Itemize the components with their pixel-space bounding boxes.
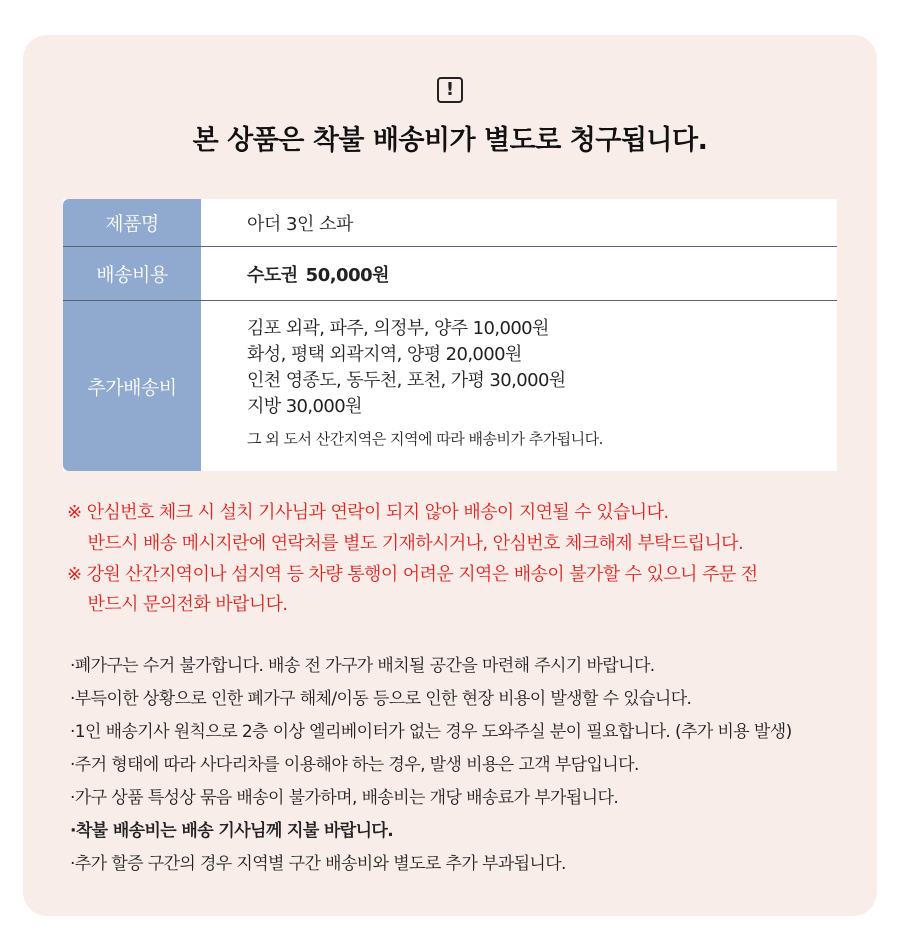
list-item: ·가구 상품 특성상 묶음 배송이 불가하며, 배송비는 개당 배송료가 부가됩니다. [70,788,619,808]
extra-fee-line: 지방 30,000원 [247,396,362,417]
shipping-value [201,247,837,300]
extra-fee-note: 그 외 도서 산간지역은 지역에 따라 배송비가 추가됩니다. [247,430,603,448]
product-label: 제품명 [63,199,201,246]
extra-fee-list [247,316,566,420]
notice-line: 반드시 문의전화 바랍니다. [67,594,288,615]
shipping-label: 배송비용 [63,247,201,300]
exclamation-box-icon: ! [437,77,463,103]
extra-fee-line: 화성, 평택 외곽지역, 양평 20,000원 [247,344,522,365]
list-item: ·착불 배송비는 배송 기사님께 지불 바랍니다. [70,821,394,841]
list-item: ·주거 형태에 따라 사다리차를 이용해야 하는 경우, 발생 비용은 고객 부담입니다. [70,755,639,775]
shipping-price: 50,000원 [305,264,390,286]
extra-fee-line: 인천 영종도, 동두천, 포천, 가평 30,000원 [247,370,566,391]
notice-line: ※ 강원 산간지역이나 섬지역 등 차량 통행이 어려운 지역은 배송이 불가할 수 있으니 주문 전 [67,564,758,585]
product-value: 아더 3인 소파 [247,213,353,235]
list-item: ·부득이한 상황으로 인한 폐가구 해체/이동 등으로 인한 현장 비용이 발생할 수 있습니다. [70,689,692,709]
table-row-shipping [63,247,837,301]
headline: 본 상품은 착불 배송비가 별도로 청구됩니다. [192,125,708,156]
notice-line: 반드시 배송 메시지란에 연락처를 별도 기재하시거나, 안심번호 체크해제 부탁드립니다. [67,533,744,554]
extra-fee-line: 김포 외곽, 파주, 의정부, 양주 10,000원 [247,318,549,339]
list-item: ·1인 배송기사 원칙으로 2층 이상 엘리베이터가 없는 경우 도와주실 분이 필요합니다. (추가 비용 발생) [70,722,792,742]
shipping-info-table [63,199,837,471]
list-item: ·폐가구는 수거 불가합니다. 배송 전 가구가 배치될 공간을 마련해 주시기 바랍니다. [70,656,655,676]
notice-line: ※ 안심번호 체크 시 설치 기사님과 연락이 되지 않아 배송이 지연될 수 있습니다. [67,502,669,523]
list-item: ·추가 할증 구간의 경우 지역별 구간 배송비와 별도로 추가 부과됩니다. [70,854,566,874]
table-row-product [63,199,837,247]
shipping-region: 수도권 [247,264,298,286]
extra-fee-label: 추가배송비 [63,301,201,471]
policy-list [70,650,792,881]
